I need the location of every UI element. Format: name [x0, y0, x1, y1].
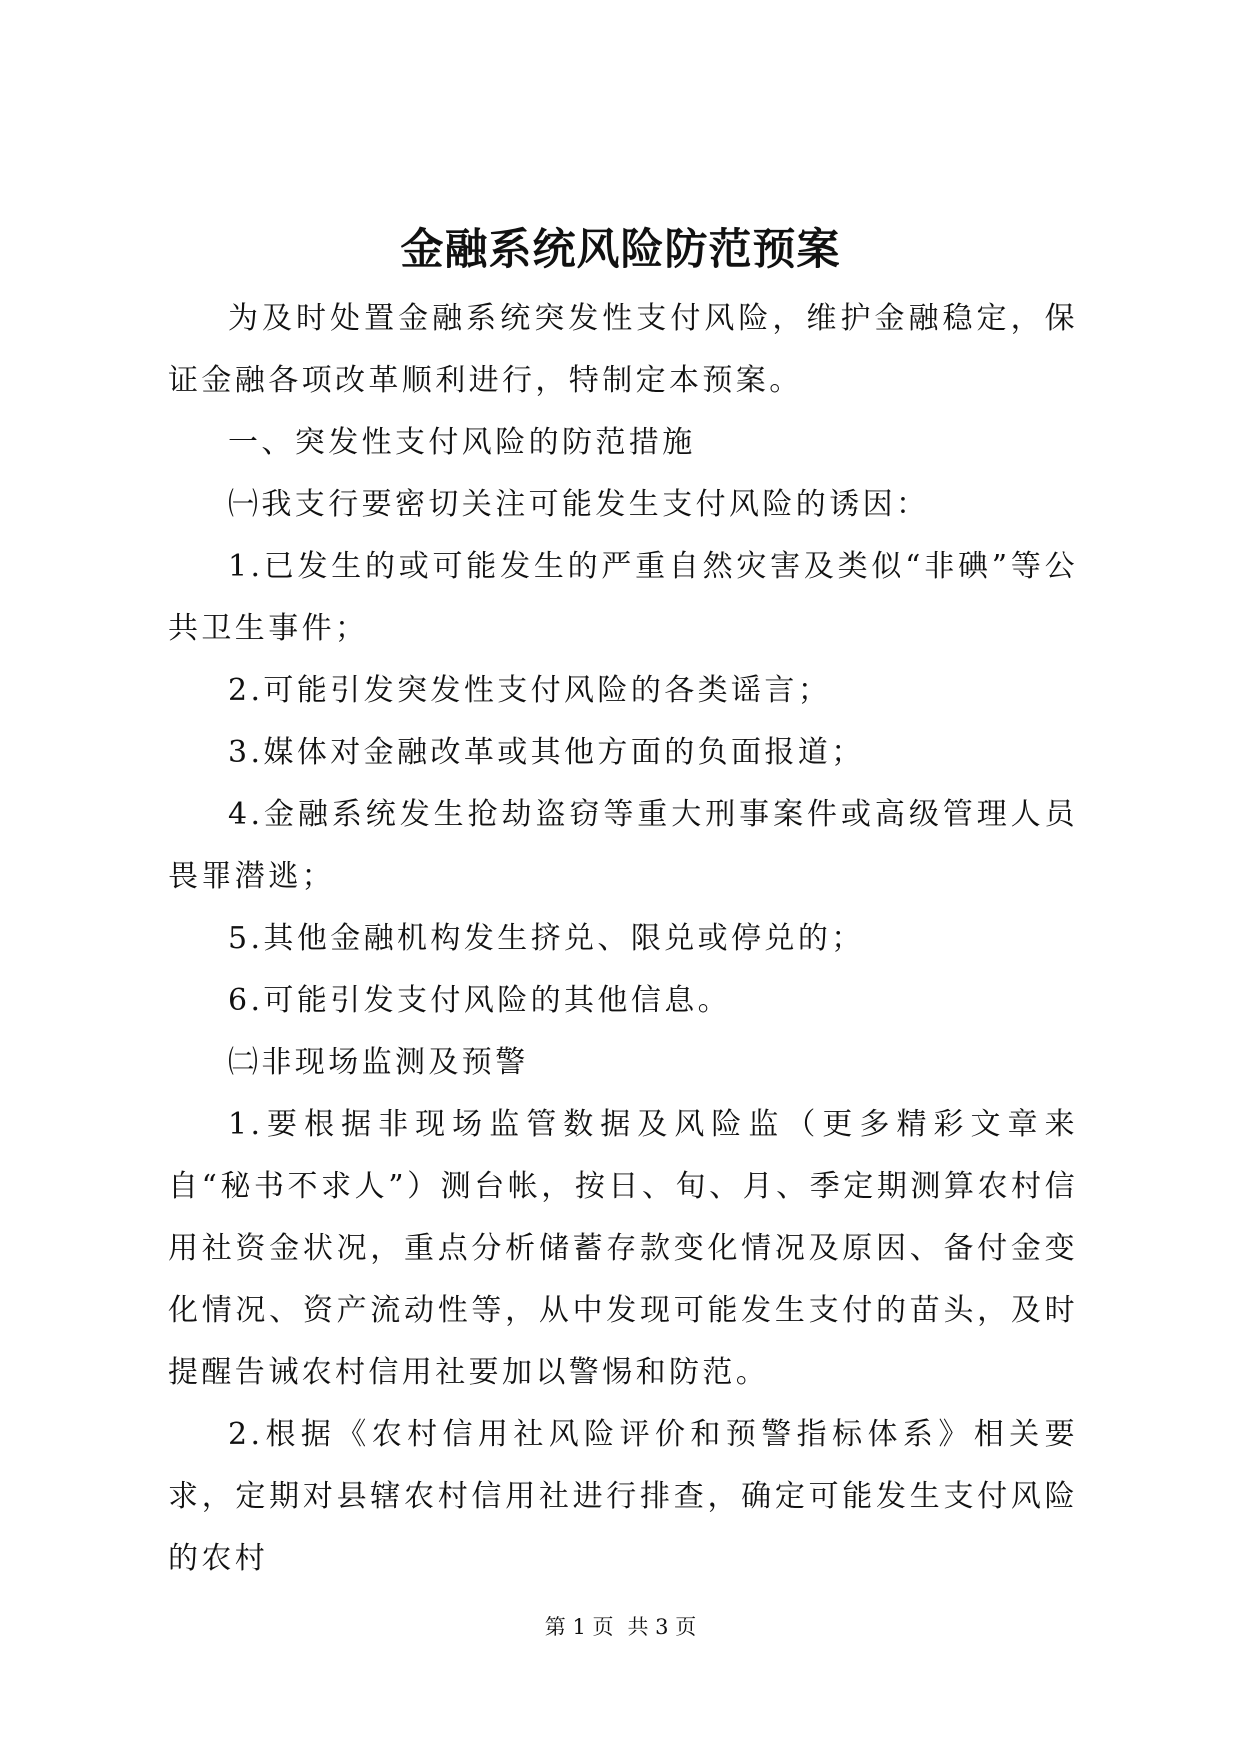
list-item: 1.已发生的或可能发生的严重自然灾害及类似“非碘”等公共卫生事件；	[168, 549, 1078, 646]
document-body	[168, 288, 1078, 1590]
list-item: 5.其他金融机构发生挤兑、限兑或停兑的；	[228, 921, 865, 956]
subsection-heading: ㈠我支行要密切关注可能发生支付风险的诱因：	[228, 487, 930, 522]
page-total: 共 3 页	[627, 1615, 697, 1639]
list-item: 3.媒体对金融改革或其他方面的负面报道；	[228, 735, 865, 770]
page-footer	[0, 1613, 1241, 1641]
intro-paragraph: 为及时处置金融系统突发性支付风险，维护金融稳定，保证金融各项改革顺利进行，特制定本预案。	[168, 301, 1078, 398]
list-item: 1.要根据非现场监管数据及风险监（更多精彩文章来自“秘书不求人”）测台帐，按日、旬、月、季定期测算农村信用社资金状况，重点分析储蓄存款变化情况及原因、备付金变化情况、资产流动性等，从中发现可能发生支付的苗头，及时提醒告诫农村信用社要加以警惕和防范。	[168, 1107, 1078, 1390]
subsection-heading: ㈡非现场监测及预警	[228, 1045, 529, 1080]
list-item: 2.可能引发突发性支付风险的各类谣言；	[228, 673, 832, 708]
list-item: 4.金融系统发生抢劫盗窃等重大刑事案件或高级管理人员畏罪潜逃；	[168, 797, 1078, 894]
list-item: 2.根据《农村信用社风险评价和预警指标体系》相关要求，定期对县辖农村信用社进行排查，确定可能发生支付风险的农村	[168, 1417, 1078, 1576]
section-heading: 一、突发性支付风险的防范措施	[228, 425, 696, 460]
page-number: 第 1 页	[544, 1615, 614, 1639]
document-title: 金融系统风险防范预案	[400, 225, 841, 275]
list-item: 6.可能引发支付风险的其他信息。	[228, 983, 732, 1018]
